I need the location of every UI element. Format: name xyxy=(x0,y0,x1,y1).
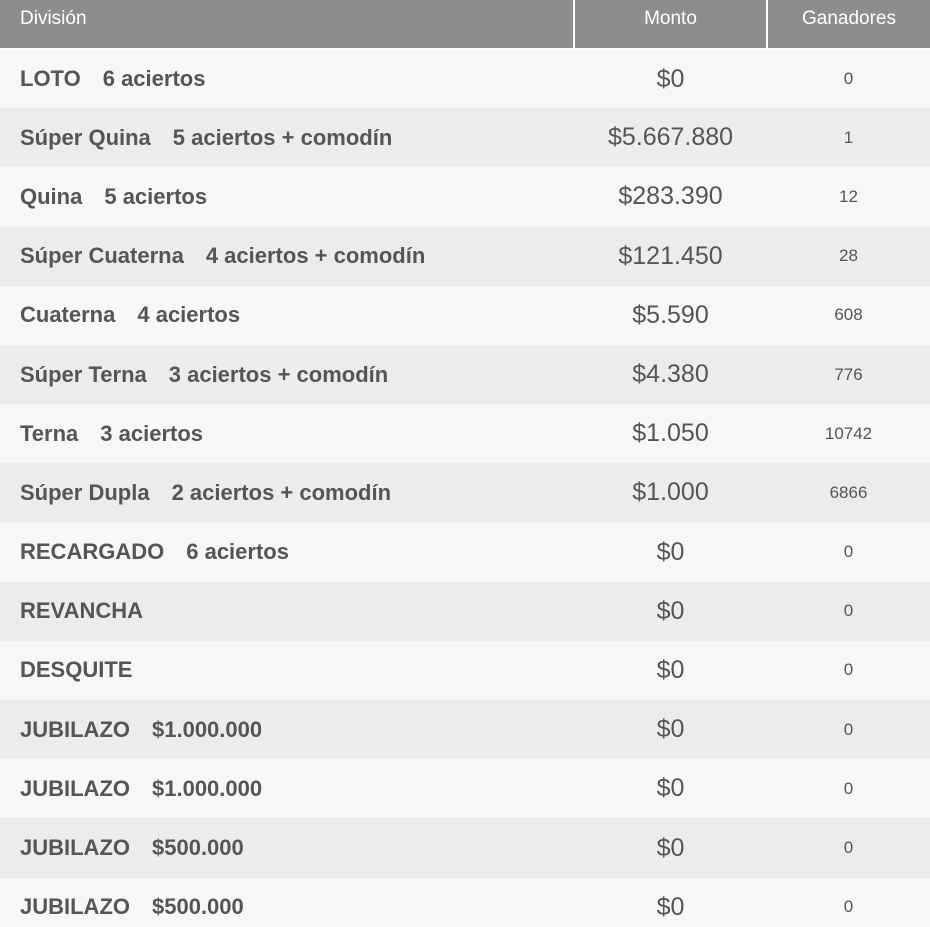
table-row xyxy=(0,227,930,286)
ganadores-cell: 0 xyxy=(843,542,854,562)
ganadores-cell: 10742 xyxy=(824,423,873,443)
column-header-division: División xyxy=(0,0,574,49)
ganadores-cell: 0 xyxy=(843,897,854,917)
monto-cell: $5.667.880 xyxy=(607,123,734,152)
table-row xyxy=(0,286,930,345)
division-cell xyxy=(0,818,574,877)
header-row xyxy=(0,0,930,49)
division-cell xyxy=(0,759,574,818)
division-detail: 3 aciertos xyxy=(100,420,204,446)
division-name: DESQUITE xyxy=(20,657,133,683)
division-cell xyxy=(0,463,574,522)
division-detail: 4 aciertos + comodín xyxy=(205,243,426,269)
table-row xyxy=(0,641,930,700)
monto-cell: $1.050 xyxy=(632,419,709,448)
division-cell xyxy=(0,49,574,108)
table-row xyxy=(0,167,930,226)
division-cell xyxy=(0,878,574,927)
monto-cell: $0 xyxy=(656,774,685,803)
monto-cell: $5.590 xyxy=(632,300,709,329)
ganadores-cell: 6866 xyxy=(829,482,868,502)
division-name: Súper Quina xyxy=(20,124,151,150)
monto-cell: $0 xyxy=(656,596,685,625)
monto-cell: $0 xyxy=(656,64,685,93)
division-detail: 6 aciertos xyxy=(186,539,289,565)
ganadores-cell: 1 xyxy=(843,127,854,147)
division-cell xyxy=(0,345,574,404)
ganadores-cell: 0 xyxy=(843,719,854,739)
division-name: Súper Cuaterna xyxy=(20,243,184,269)
column-header-monto: Monto xyxy=(574,0,767,49)
division-cell xyxy=(0,227,574,286)
division-detail: 2 aciertos + comodín xyxy=(171,479,392,505)
division-cell xyxy=(0,286,574,345)
monto-cell: $0 xyxy=(656,715,685,744)
division-detail: 5 aciertos xyxy=(104,183,208,209)
division-detail: 5 aciertos + comodín xyxy=(172,124,393,150)
ganadores-cell: 0 xyxy=(843,660,854,680)
table-row xyxy=(0,700,930,759)
division-cell xyxy=(0,108,574,167)
ganadores-cell: 0 xyxy=(843,838,854,858)
table-body xyxy=(0,49,930,927)
table-row xyxy=(0,818,930,877)
column-header-ganadores: Ganadores xyxy=(767,0,930,49)
table-row xyxy=(0,404,930,463)
division-detail: $1.000.000 xyxy=(152,775,263,801)
monto-cell: $4.380 xyxy=(632,360,709,389)
ganadores-cell: 0 xyxy=(843,601,854,621)
division-detail: 4 aciertos xyxy=(137,302,241,328)
monto-cell: $0 xyxy=(656,655,685,684)
division-detail: $1.000.000 xyxy=(152,716,263,742)
division-detail: 3 aciertos + comodín xyxy=(168,361,389,387)
division-name: Quina xyxy=(20,183,83,209)
division-name: JUBILAZO xyxy=(20,835,130,861)
table-row xyxy=(0,345,930,404)
monto-cell: $283.390 xyxy=(618,182,723,211)
division-name: Súper Dupla xyxy=(20,479,150,505)
table-row xyxy=(0,878,930,927)
division-cell xyxy=(0,582,574,641)
ganadores-cell: 776 xyxy=(834,364,863,384)
ganadores-cell: 0 xyxy=(843,778,854,798)
division-cell xyxy=(0,404,574,463)
division-cell xyxy=(0,167,574,226)
division-name: JUBILAZO xyxy=(20,716,130,742)
table-header xyxy=(0,0,930,49)
table-row xyxy=(0,463,930,522)
monto-cell: $0 xyxy=(656,537,685,566)
table-row xyxy=(0,49,930,108)
division-cell xyxy=(0,700,574,759)
division-cell xyxy=(0,523,574,582)
table-row xyxy=(0,759,930,818)
ganadores-cell: 0 xyxy=(843,69,854,89)
division-name: Súper Terna xyxy=(20,361,147,387)
division-name: JUBILAZO xyxy=(20,894,130,920)
division-name: LOTO xyxy=(20,66,81,92)
table-row xyxy=(0,582,930,641)
division-detail: $500.000 xyxy=(152,894,244,920)
division-name: Terna xyxy=(20,420,79,446)
division-name: REVANCHA xyxy=(20,598,144,624)
ganadores-cell: 12 xyxy=(839,186,858,206)
division-name: RECARGADO xyxy=(20,539,165,565)
monto-cell: $0 xyxy=(656,892,685,921)
monto-cell: $121.450 xyxy=(618,241,723,270)
ganadores-cell: 28 xyxy=(839,246,858,266)
division-name: JUBILAZO xyxy=(20,775,130,801)
monto-cell: $0 xyxy=(656,833,685,862)
division-name: Cuaterna xyxy=(20,302,116,328)
table-row xyxy=(0,523,930,582)
table-row xyxy=(0,108,930,167)
monto-cell: $1.000 xyxy=(632,478,709,507)
ganadores-cell: 608 xyxy=(834,305,863,325)
division-cell xyxy=(0,641,574,700)
division-detail: $500.000 xyxy=(152,835,244,861)
division-detail: 6 aciertos xyxy=(102,66,206,92)
